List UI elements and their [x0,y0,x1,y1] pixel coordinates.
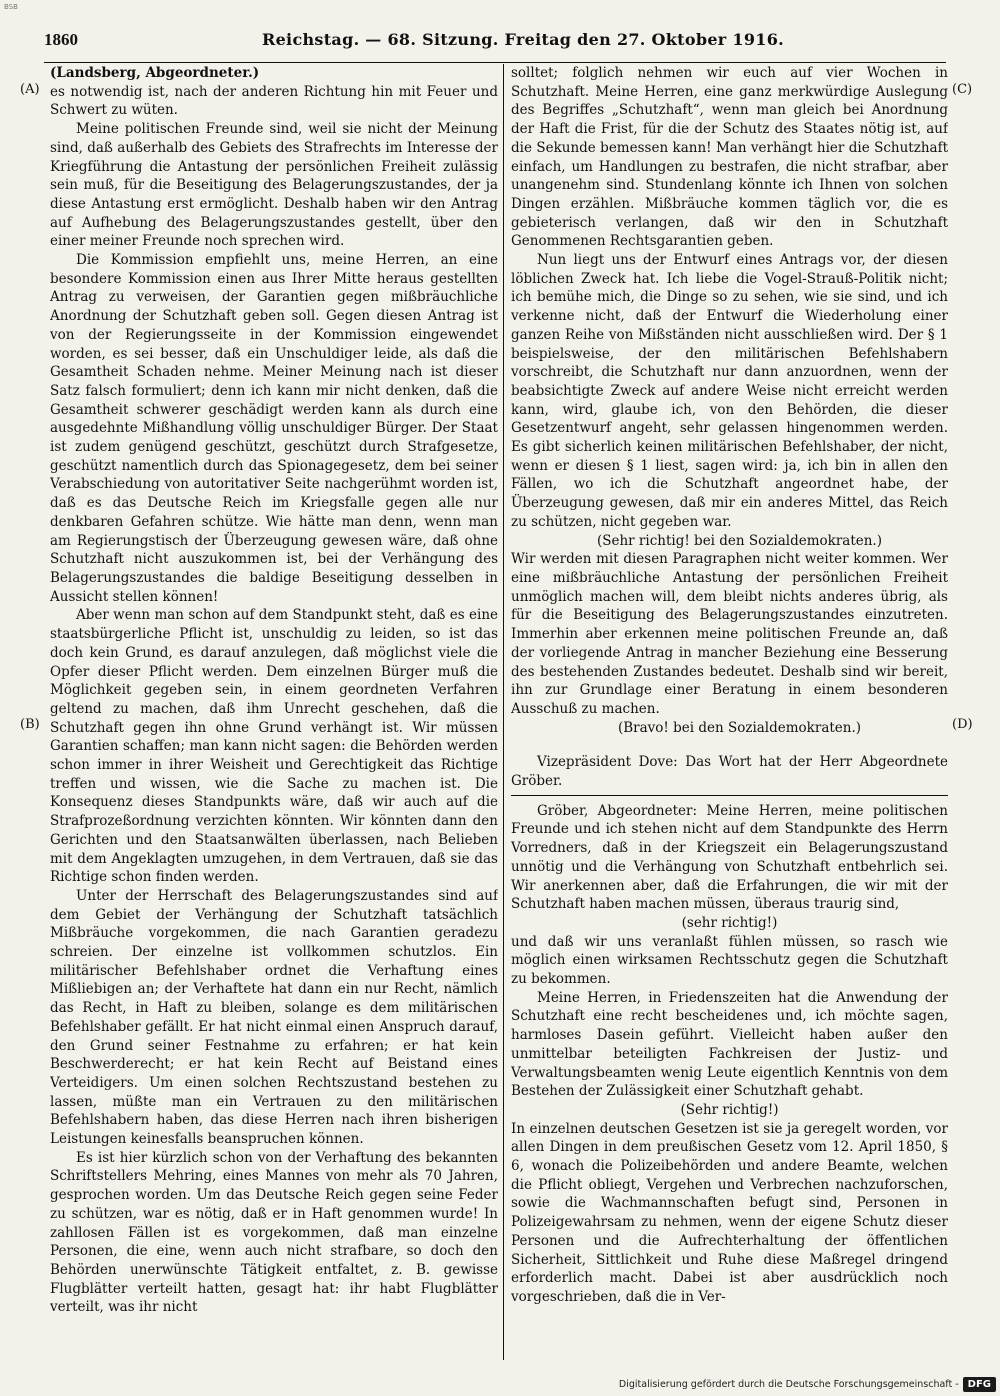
interjection: (Sehr richtig!) [680,1101,779,1118]
paragraph: Die Kommission empfiehlt uns, meine Herren, an eine besondere Kommission einen aus Ihrer Mitte heraus gestellten Antrag zu verweisen, der Garantien gegen mißbräuchliche Anordnung der Schutzhaft geben soll. Gegen diesen Antrag ist von der Regierungsseite in der Kommission eingewendet worden, es sei besser, daß ein Unschuldiger leide, als daß die Gesamtheit Schaden nehme. Meiner Meinung nach ist dieser Satz falsch formuliert; denn ich kann mir nicht denken, daß die Gesamtheit schwerer geschädigt werden kann als durch eine ausgedehnte Mißhandlung völlig unschuldiger Bürger. Der Staat ist zudem genügend geschützt, geschützt durch Strafgesetze, geschützt namentlich durch das Spionagegesetz, dem bei seiner Verabschiedung von autoritativer Seite nachgerühmt worden ist, daß es das Deutsche Reich im Kriegsfalle gegen alle nur denkbaren Gefahren schütze. Wie hätte man denn, wenn man am Regierungstisch der Überzeugung gewesen wäre, daß ohne Schutzhaft nicht auszukommen ist, bei der Verhängung des Belagerungszustandes die baldige Beseitigung desselben in Aussicht stellen können! [50,252,498,605]
running-title: Reichstag. — 68. Sitzung. Freitag den 27. Oktober 1916. [261,30,784,49]
section-spacer [511,737,948,753]
right-column [511,64,948,1362]
paragraph: Aber wenn man schon auf dem Standpunkt steht, daß es eine staatsbürgerliche Pflicht ist, unschuldig zu leiden, so ist das doch kein Grund, es darauf anzulegen, daß möglichst viele die Opfer dieser Pflicht werden. Dem einzelnen Bürger muß die Möglichkeit gegeben sein, in einem geordneten Verfahren geltend zu machen, daß ihm Unrecht geschehen, daß die Schutzhaft gegen ihn ohne Grund verhängt ist. Wir müssen Garantien schaffen; man kann nicht sagen: die Behörden werden schon immer in ihrer Weisheit und Gerechtigkeit das Richtige treffen und wissen, wie die Sache zu machen ist. Die Konsequenz dieses Standpunkts wäre, daß wir auch auf die Strafprozeßordnung verzichten könnten. Wir könnten dann den Gerichten und den Staatsanwälten überlassen, nach Belieben mit dem Angeklagten umzugehen, in dem Vertrauen, daß sie das Richtige schon finden werden. [50,607,498,886]
library-watermark: BSB [4,3,18,11]
speech-divider [511,795,948,796]
margin-mark-a: (A) [20,82,40,97]
interjection: (Bravo! bei den Sozialdemokraten.) [617,719,862,736]
paragraph: Meine politischen Freunde sind, weil sie nicht der Meinung sind, daß außerhalb des Gebiets des Strafrechts im Interesse der Kriegführung die Antastung der persönlichen Freiheit zulässig sein muß, für die Beseitigung des Belagerungszustandes, der ja diese Antastung erst ermöglicht. Deshalb haben wir den Antrag auf Aufhebung des Belagerungszustandes gestellt, über den einer meiner Freunde noch sprechen wird. [50,121,498,250]
speaker-statement: Gröber, Abgeordneter: Meine Herren, meine politischen Freunde und ich stehen nicht auf dem Standpunkte des Herrn Vorredners, daß in der Kriegszeit ein Belagerungszustand unnötig und die Verhängung von Schutzhaft entbehrlich sei. Wir anerkennen aber, daß die Erfahrungen, die wir mit der Schutzhaft haben machen müssen, überaus traurig sind, [511,802,948,913]
footer [619,1377,996,1392]
paragraph: es notwendig ist, nach der anderen Richtung hin mit Feuer und Schwert zu wüten. [50,83,498,119]
vice-president-statement: Vizepräsident Dove: Das Wort hat der Herr Abgeordnete Gröber. [511,754,948,790]
funding-credit: Digitalisierung gefördert durch die Deutsche Forschungsgemeinschaft - [618,1379,959,1390]
left-column [50,64,498,1362]
header-rule [44,62,946,63]
page-number: 1860 [44,30,78,49]
paragraph: Unter der Herrschaft des Belagerungszustandes sind auf dem Gebiet der Verhängung der Schutzhaft tatsächlich Mißbräuche vorgekommen, die nach Garantien geradezu schreien. Der einzelne ist vollkommen schutzlos. Ein militärischer Befehlshaber ordnet die Verhaftung eines Mißliebigen an; der Verhaftete hat dann ein nur Recht, nämlich das Recht, in Haft zu bleiben, solange es dem militärischen Befehlshaber gefällt. Er hat nicht einmal einen Anspruch darauf, den Grund seiner Festnahme zu erfahren; er hat kein Beschwerderecht; er hat kein Recht auf Beistand eines Verteidigers. Um einen solchen Rechtszustand bestehen zu lassen, müßte man ein Vertrauen zu den militärischen Befehlshabern haben, das diese Herren nach ihren bisherigen Leistungen keinesfalls beanspruchen können. [50,887,498,1148]
page-header [44,30,942,52]
margin-mark-d: (D) [952,717,973,732]
paragraph: Wir werden mit diesen Paragraphen nicht weiter kommen. Wer eine mißbräuchliche Antastung der persönlichen Freiheit unmöglich machen will, dem bleibt nichts anderes übrig, als für die Beseitigung des Belagerungszustandes einzutreten. Immerhin aber erkennen meine politischen Freunde an, daß der vorliegende Antrag in mancher Beziehung eine Besserung des bestehenden Zustandes bedeutet. Deshalb sind wir bereit, ihn zur Grundlage einer Beratung in einem besonderen Ausschuß zu machen. [511,551,948,717]
dfg-logo: DFG [963,1377,996,1392]
margin-mark-c: (C) [952,82,973,97]
paragraph: In einzelnen deutschen Gesetzen ist sie ja geregelt worden, vor allen Dingen in dem preußischen Gesetz vom 12. April 1850, § 6, wonach die Polizeibehörden und andere Beamte, welchen die Pflicht obliegt, Vergehen und Verbrechen nachzuforschen, sowie die Wachmannschaften befugt sind, Personen in Polizeigewahrsam zu nehmen, wenn der eigene Schutz dieser Personen und die Aufrechterhaltung der öffentlichen Sicherheit, Sittlichkeit und Ruhe diese Maßregel dringend erforderlich macht. Dabei ist aber ausdrücklich noch vorgeschrieben, daß die in Ver- [511,1120,948,1305]
paragraph: solltet; folglich nehmen wir euch auf vier Wochen in Schutzhaft. Meine Herren, eine ganz merkwürdige Auslegung des Begriffes „Schutzhaft“, wenn man gleich bei Anordnung der Haft die Frist, für die der Schutz des Staates nötig ist, auf die Sekunde bemessen kann! Man verhängt hier die Schutzhaft einfach, um Handlungen zu bestrafen, die nicht strafbar, aber unangenehm sind. Stundenlang könnte ich Ihnen von solchen Dingen erzählen. Mißbräuche kommen täglich vor, die es gebieterisch verlangen, daß wir den in Schutzhaft Genommenen Rechtsgarantien geben. [511,65,948,250]
interjection: (Sehr richtig! bei den Sozialdemokraten.) [596,532,882,549]
column-divider [503,64,504,1360]
paragraph: Es ist hier kürzlich schon von der Verhaftung des bekannten Schriftstellers Mehring, eines Mannes von mehr als 70 Jahren, gesprochen worden. Um das Deutsche Reich gegen seine Feder zu schützen, war es nötig, daß er in Haft genommen wurde! In zahllosen Fällen ist es vorgekommen, daß man einzelne Personen, die eine, wenn auch nicht strafbare, so doch den Behörden unerwünschte Tätigkeit entfaltet, z. B. gewisse Flugblätter verteilt hatten, gesagt hat: ihr habt Flugblätter verteilt, was ihr nicht [50,1149,498,1316]
paragraph: Meine Herren, in Friedenszeiten hat die Anwendung der Schutzhaft eine recht bescheidenes und, ich möchte sagen, harmloses Dasein geführt. Vielleicht haben außer den unmittelbar beteiligten Fachkreisen der Justiz- und Verwaltungsbeamten wenig Leute eigentlich Kenntnis von dem Bestehen der Zulässigkeit einer Schutzhaft gehabt. [511,989,948,1100]
speaker-label: (Landsberg, Abgeordneter.) [50,65,260,81]
interjection: (sehr richtig!) [681,914,778,931]
margin-mark-b: (B) [20,717,40,732]
paragraph: Nun liegt uns der Entwurf eines Antrags vor, der diesen löblichen Zweck hat. Ich liebe die Vogel-Strauß-Politik nicht; ich bemühe mich, die Dinge so zu sehen, wie sie sind, und ich verkenne nicht, daß der Entwurf die Wiederholung einer ganzen Reihe von Mißständen nicht ausschließen wird. Der § 1 beispielsweise, der den militärischen Befehlshabern vorschreibt, die Schutzhaft nur dann anzuordnen, wenn der beabsichtigte Zweck auf andere Weise nicht erreicht werden kann, wird, glaube ich, von den Behörden, die dieser Gesetzentwurf angeht, sehr gelassen hingenommen werden. Es gibt sicherlich keinen militärischen Befehlshaber, der nicht, wenn er diesen § 1 liest, sagen wird: ja, ich bin in allen den Fällen, wo ich die Schutzhaft angeordnet habe, der Überzeugung gewesen, daß mir ein anderes Mittel, das Reich zu schützen, nicht gegeben war. [511,252,948,530]
paragraph: und daß wir uns veranlaßt fühlen müssen, so rasch wie möglich einen wirksamen Rechtsschutz gegen die Schutzhaft zu bekommen. [511,933,948,988]
